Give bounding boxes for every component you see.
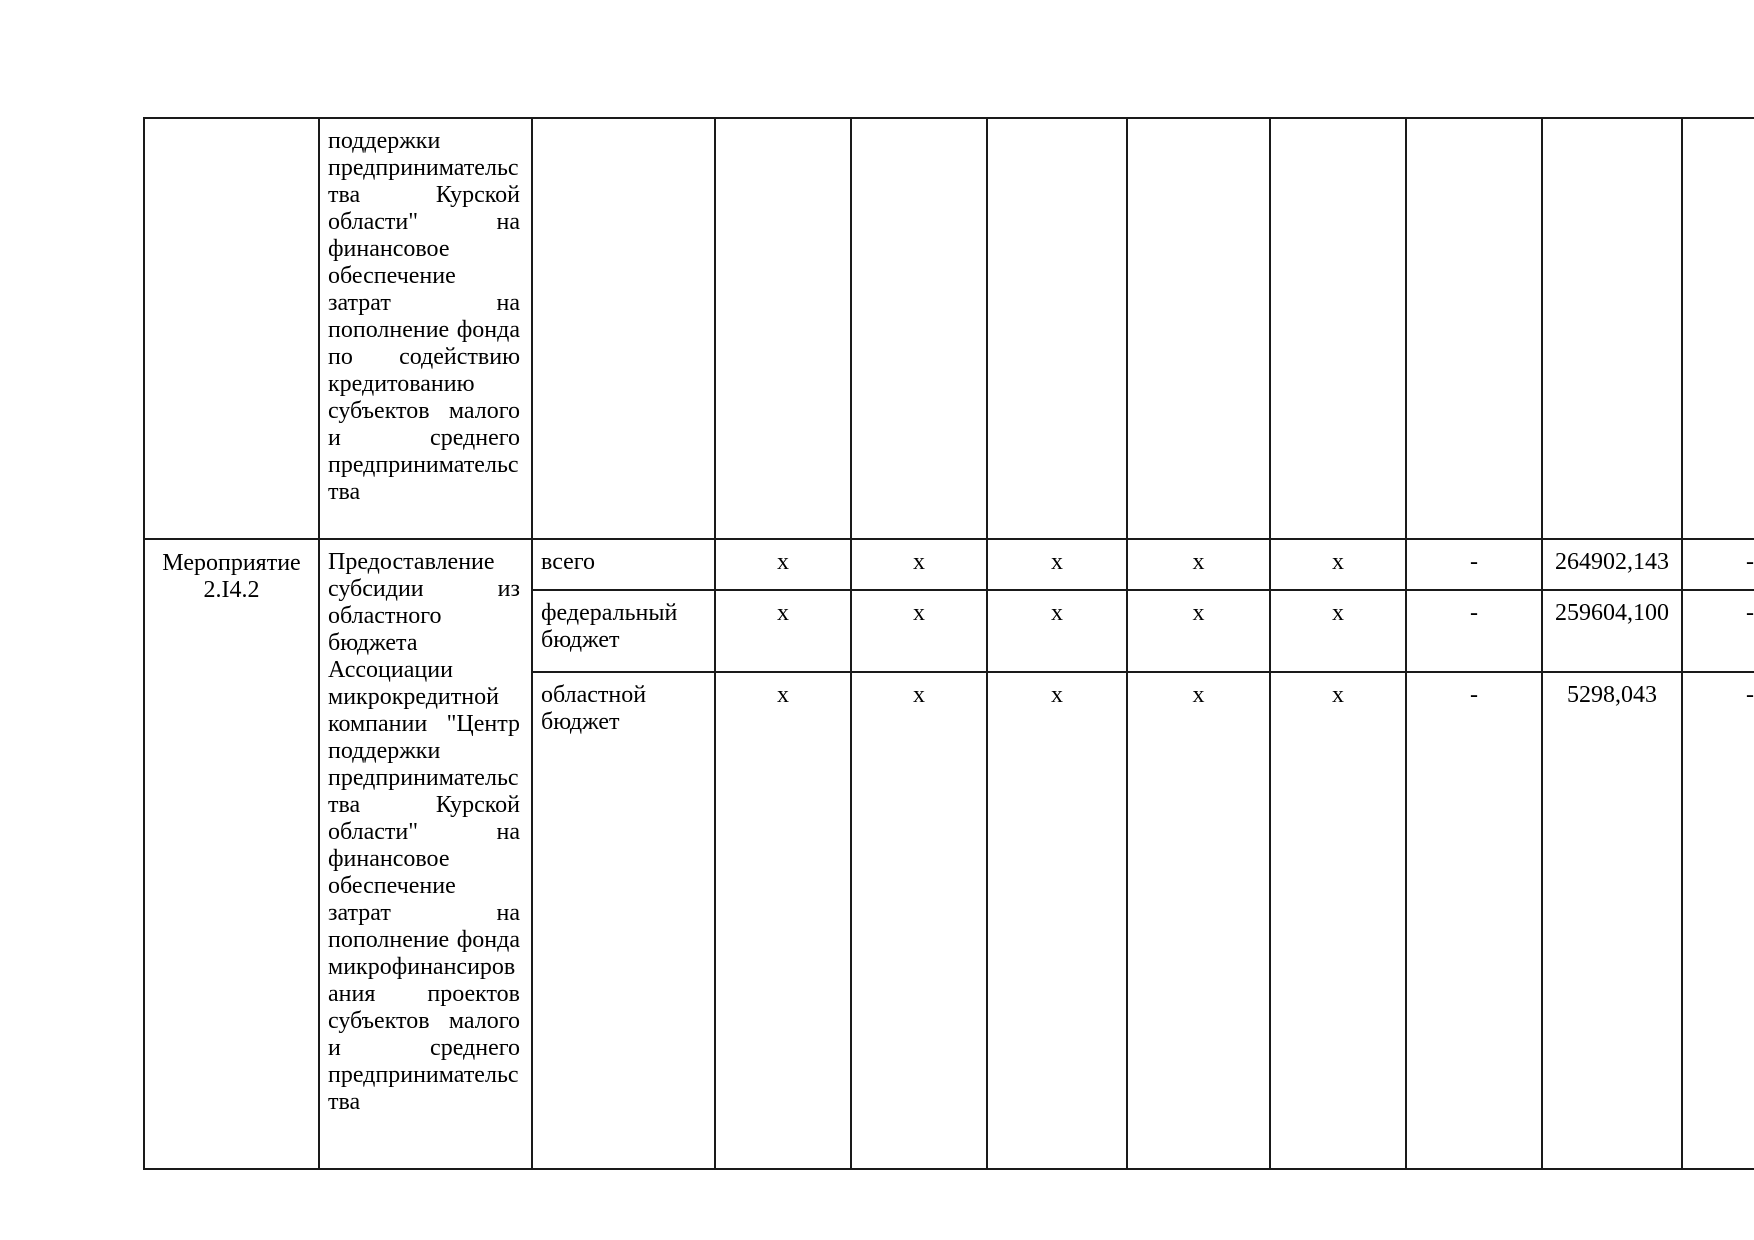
budget-level-label-regional: областной бюджет (533, 673, 716, 1170)
empty-cell (1271, 119, 1407, 540)
year-mark-cell: х (1271, 673, 1407, 1170)
clipped-value-cell: - (1683, 673, 1754, 1170)
empty-cell (533, 119, 716, 540)
year-mark-cell: х (716, 540, 852, 591)
empty-cell (988, 119, 1128, 540)
program-funding-table (143, 117, 1754, 1170)
value-dash-cell: - (1407, 591, 1543, 673)
description-cell-continued: поддержки предпринимательс​тва Курской области" на финансовое обеспечение затрат на пополнение фонда по содействию кредитованию субъектов малого и среднего предпринимательс​тва (320, 119, 533, 540)
clipped-value-cell: - (1683, 591, 1754, 673)
year-mark-cell: х (1128, 673, 1271, 1170)
clipped-value-cell: - (1683, 540, 1754, 591)
empty-cell-clipped (1683, 119, 1754, 540)
year-mark-cell: х (1128, 540, 1271, 591)
year-mark-cell: х (852, 591, 988, 673)
year-mark-cell: х (716, 673, 852, 1170)
activity-description-cell: Предоставление субсидии из областного бюджета Ассоциации микрокредитной компании "Центр поддержки предпринимательс​тва Курской области" на финансовое обеспечение затрат на пополнение фонда микрофинансиров​ания проектов субъектов малого и среднего предпринимательс​тва (320, 540, 533, 1170)
budget-level-label-federal: федеральный бюджет (533, 591, 716, 673)
year-mark-cell: х (988, 540, 1128, 591)
year-mark-cell: х (1271, 591, 1407, 673)
budget-level-label-total: всего (533, 540, 716, 591)
amount-cell-total: 264902,143 (1543, 540, 1683, 591)
empty-cell (852, 119, 988, 540)
year-mark-cell: х (716, 591, 852, 673)
amount-cell-federal: 259604,100 (1543, 591, 1683, 673)
empty-cell (716, 119, 852, 540)
year-mark-cell: х (1271, 540, 1407, 591)
empty-cell (1407, 119, 1543, 540)
year-mark-cell: х (852, 673, 988, 1170)
empty-cell (1543, 119, 1683, 540)
value-dash-cell: - (1407, 673, 1543, 1170)
empty-cell (1128, 119, 1271, 540)
activity-cell-continued (145, 119, 320, 540)
year-mark-cell: х (852, 540, 988, 591)
value-dash-cell: - (1407, 540, 1543, 591)
activity-id-cell: Мероприятие 2.I4.2 (145, 540, 320, 1170)
year-mark-cell: х (988, 673, 1128, 1170)
amount-cell-regional: 5298,043 (1543, 673, 1683, 1170)
year-mark-cell: х (988, 591, 1128, 673)
year-mark-cell: х (1128, 591, 1271, 673)
